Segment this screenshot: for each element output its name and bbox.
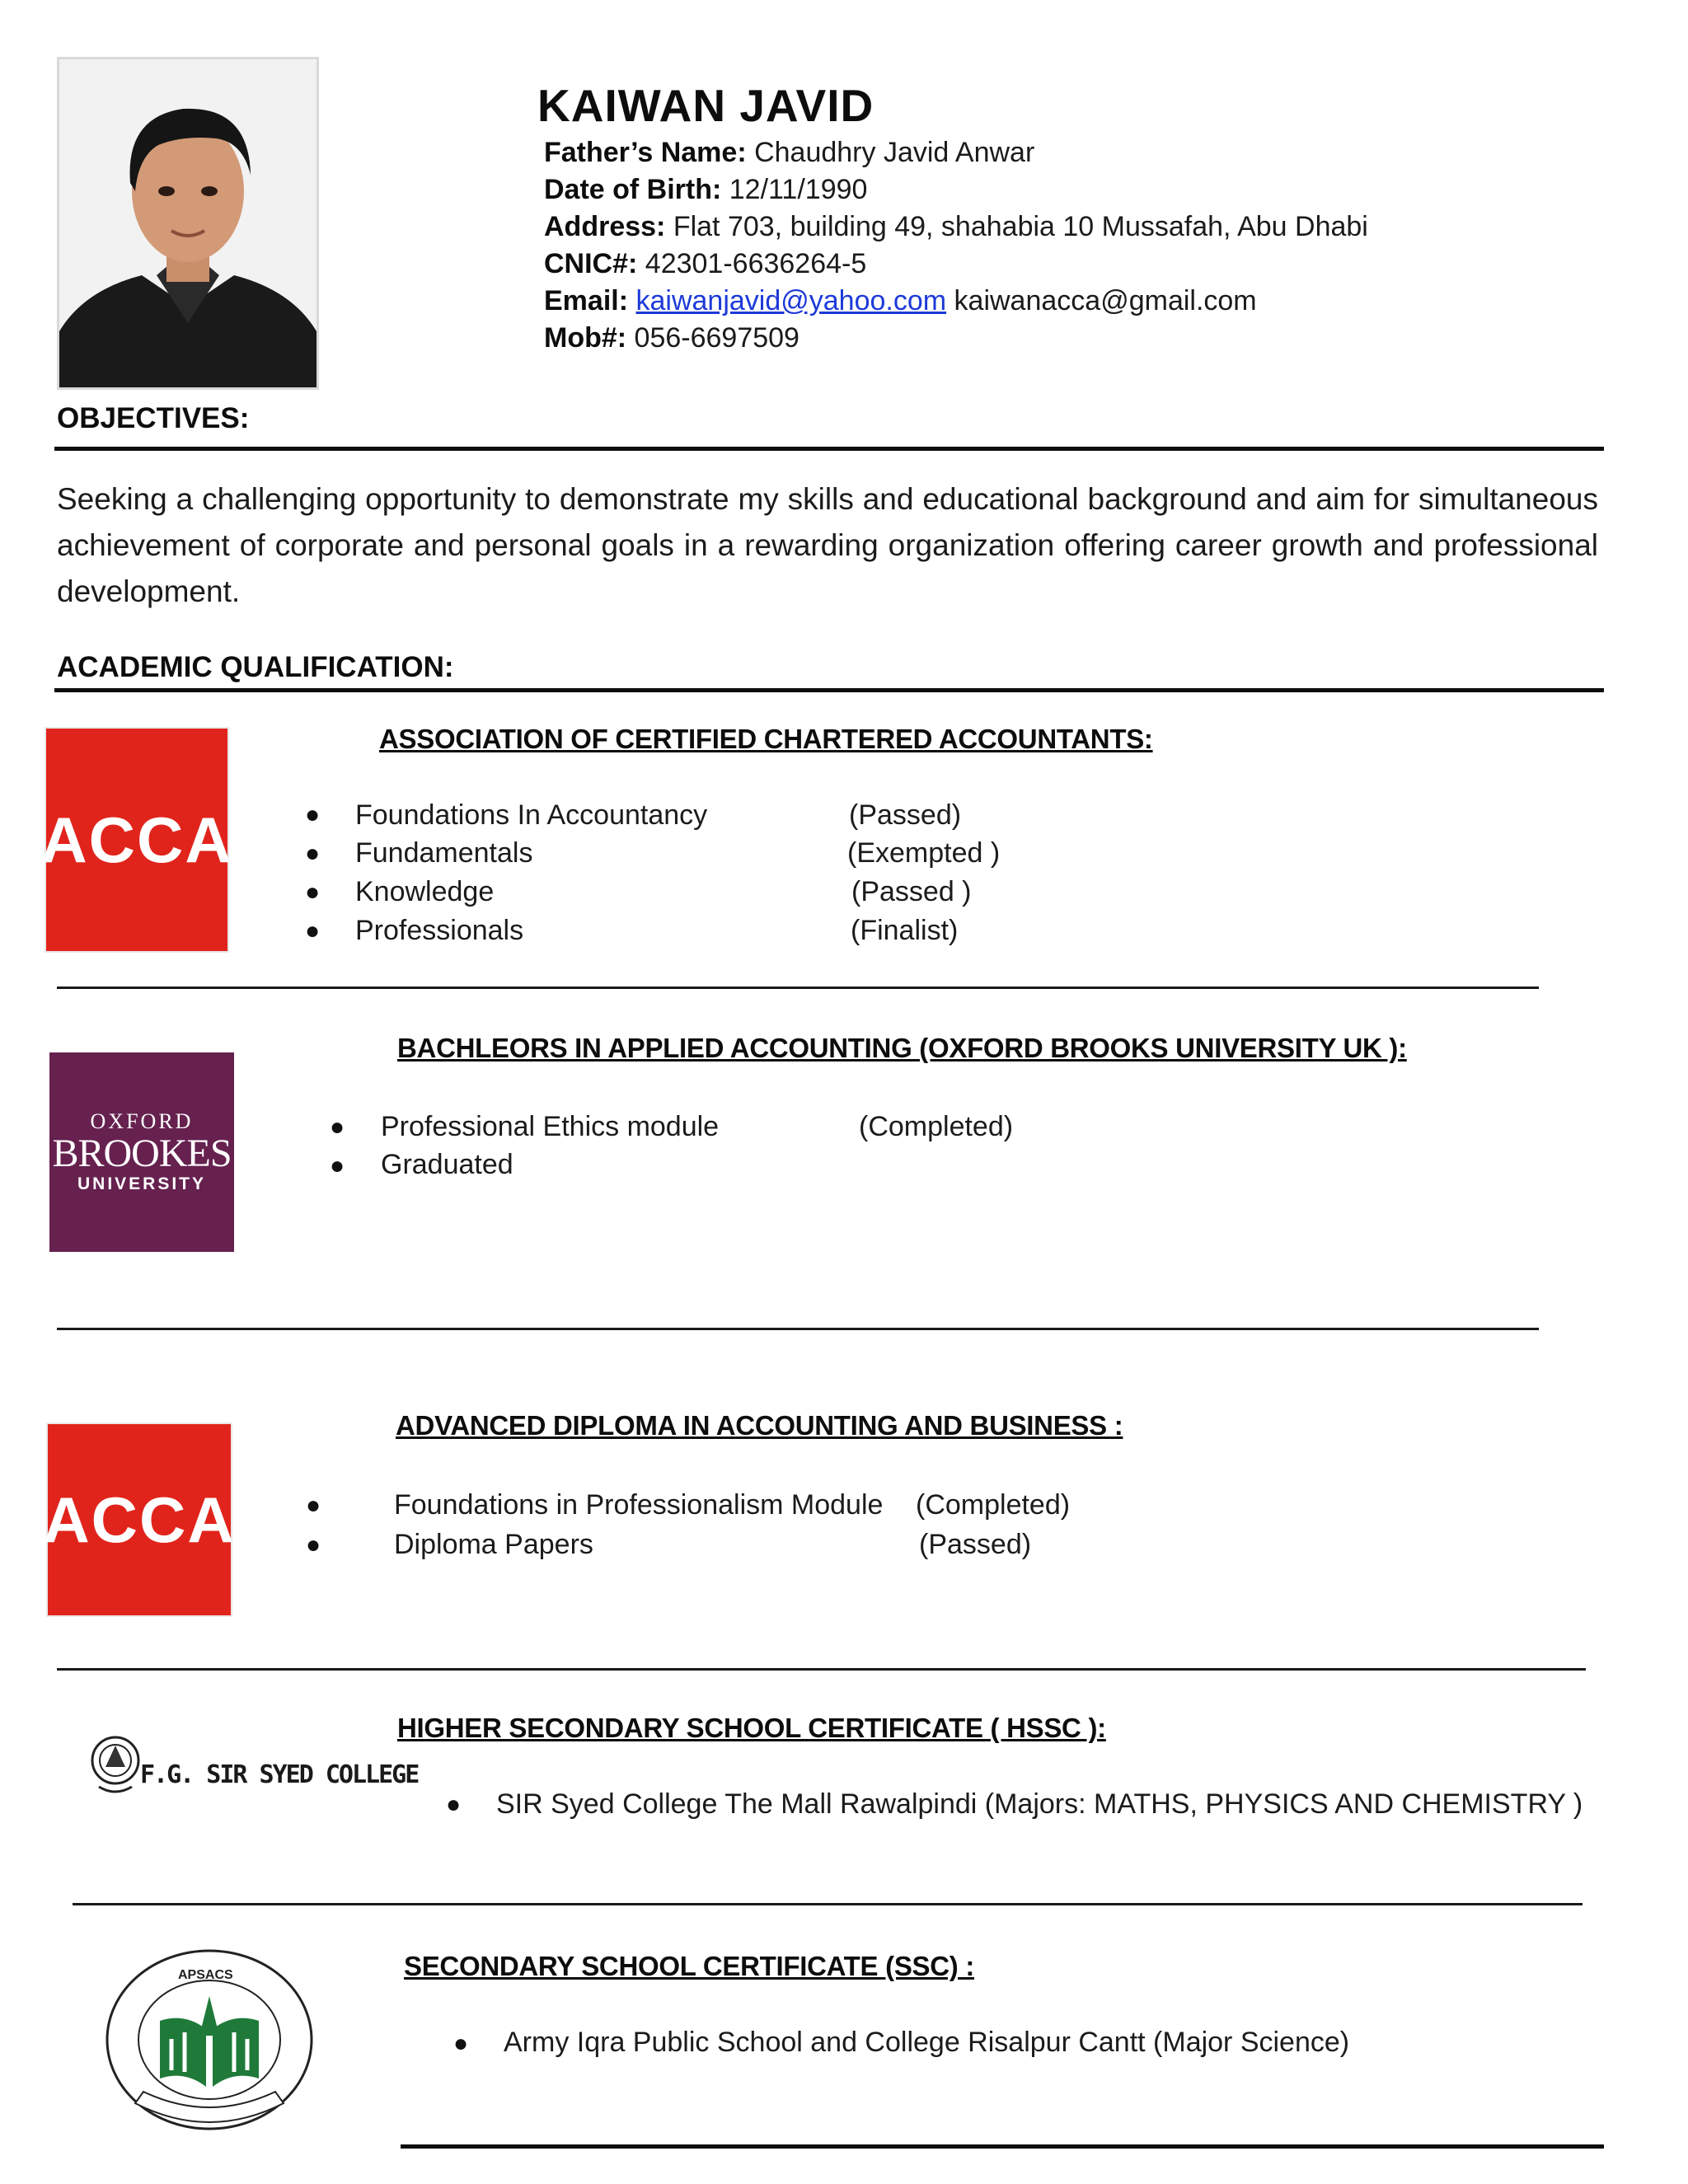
bullet-icon: ● xyxy=(306,1531,321,1558)
acca-item-name: Knowledge xyxy=(355,876,495,907)
hssc-title: HIGHER SECONDARY SCHOOL CERTIFICATE ( HSSC ): xyxy=(397,1713,1106,1743)
acca-item-status: (Finalist) xyxy=(851,915,959,946)
entry-divider xyxy=(57,1668,1586,1671)
oxford-item-status: (Completed) xyxy=(859,1111,1014,1142)
acca-item-status: (Passed) xyxy=(849,799,962,831)
bullet-icon: ● xyxy=(453,2030,469,2057)
acca-item-status: (Passed ) xyxy=(851,876,972,907)
profile-photo xyxy=(57,57,319,390)
acca-logo-text: ACCA xyxy=(40,803,233,876)
field-label: Email: xyxy=(544,285,629,316)
section-divider xyxy=(54,447,1604,451)
sir-syed-college-logo xyxy=(89,1726,419,1800)
diploma-item-status: (Passed) xyxy=(919,1529,1032,1560)
acca-diploma-logo xyxy=(43,1424,236,1615)
acca-item-name: Foundations In Accountancy xyxy=(355,799,708,831)
section-divider xyxy=(54,688,1604,692)
email-link[interactable]: kaiwanjavid@yahoo.com xyxy=(635,285,947,316)
logo-text: BROOKES xyxy=(52,1132,232,1175)
diploma-item-status: (Completed) xyxy=(916,1489,1071,1521)
entry-divider xyxy=(73,1903,1582,1905)
hssc-item: SIR Syed College The Mall Rawalpindi (Majors: MATHS, PHYSICS AND CHEMISTRY ) xyxy=(496,1788,1583,1820)
oxford-item-name: Graduated xyxy=(381,1149,513,1180)
objectives-text: Seeking a challenging opportunity to demonstrate my skills and educational background and aim for simultaneous achievement of corporate and personal goals in a rewarding organization offering career growth and professional development. xyxy=(57,482,1598,608)
cnic-line xyxy=(544,246,866,283)
oxford-item-name: Professional Ethics module xyxy=(381,1111,720,1142)
field-label: CNIC#: xyxy=(544,248,638,279)
person-portrait-icon xyxy=(59,59,316,387)
address-line xyxy=(544,209,1368,246)
logo-text: OXFORD xyxy=(90,1109,194,1133)
diploma-item-name: Diploma Papers xyxy=(394,1529,593,1560)
bullet-icon: ● xyxy=(305,840,321,867)
field-value: 056-6697509 xyxy=(626,322,799,354)
field-value: Chaudhry Javid Anwar xyxy=(746,137,1035,168)
email-line xyxy=(544,283,1257,320)
bullet-icon: ● xyxy=(305,879,321,906)
diploma-item-name: Foundations in Professionalism Module xyxy=(394,1489,884,1521)
candidate-name: KAIWAN JAVID xyxy=(537,80,874,131)
acca-title: ASSOCIATION OF CERTIFIED CHARTERED ACCOUNTANTS: xyxy=(379,724,1153,754)
acca-item-name: Fundamentals xyxy=(355,837,533,869)
father-name-line xyxy=(544,134,1034,171)
field-label: Address: xyxy=(544,211,666,242)
ssc-item: Army Iqra Public School and College Risalpur Cantt (Major Science) xyxy=(504,2027,1350,2058)
bullet-icon: ● xyxy=(306,1492,321,1519)
acca-logo xyxy=(40,729,233,951)
acca-item-name: Professionals xyxy=(355,915,524,946)
entry-divider xyxy=(57,1328,1539,1330)
apsacs-abbr: APSACS xyxy=(178,1968,233,1982)
college-logo-text: F.G. SIR SYED COLLEGE xyxy=(140,1760,419,1789)
apsacs-logo xyxy=(102,1947,316,2133)
acca-item-status: (Exempted ) xyxy=(847,837,1001,869)
academic-heading: ACADEMIC QUALIFICATION: xyxy=(57,651,454,683)
logo-text: UNIVERSITY xyxy=(77,1174,207,1193)
field-label: Father’s Name: xyxy=(544,137,747,168)
bullet-icon: ● xyxy=(330,1113,345,1141)
mobile-line xyxy=(544,320,799,357)
entry-divider xyxy=(57,987,1539,989)
oxford-title: BACHLEORS IN APPLIED ACCOUNTING (OXFORD BROOKS UNIVERSITY UK ): xyxy=(397,1033,1407,1063)
objectives-heading: OBJECTIVES: xyxy=(57,402,250,434)
acca-logo-text: ACCA xyxy=(43,1483,236,1556)
bullet-icon: ● xyxy=(305,917,321,944)
field-label: Mob#: xyxy=(544,322,627,354)
dob-line xyxy=(544,171,867,209)
oxford-brookes-logo xyxy=(49,1052,234,1252)
bullet-icon: ● xyxy=(330,1152,345,1179)
bullet-icon: ● xyxy=(446,1791,462,1818)
field-value: kaiwanacca@gmail.com xyxy=(946,285,1257,316)
section-divider xyxy=(401,2144,1604,2149)
field-value: 12/11/1990 xyxy=(721,174,868,205)
bullet-icon: ● xyxy=(305,801,321,828)
field-label: Date of Birth: xyxy=(544,174,722,205)
ssc-title: SECONDARY SCHOOL CERTIFICATE (SSC) : xyxy=(404,1951,975,1981)
field-value: Flat 703, building 49, shahabia 10 Mussafah, Abu Dhabi xyxy=(665,211,1368,242)
field-value: 42301-6636264-5 xyxy=(637,248,867,279)
diploma-title: ADVANCED DIPLOMA IN ACCOUNTING AND BUSINESS : xyxy=(396,1410,1123,1441)
